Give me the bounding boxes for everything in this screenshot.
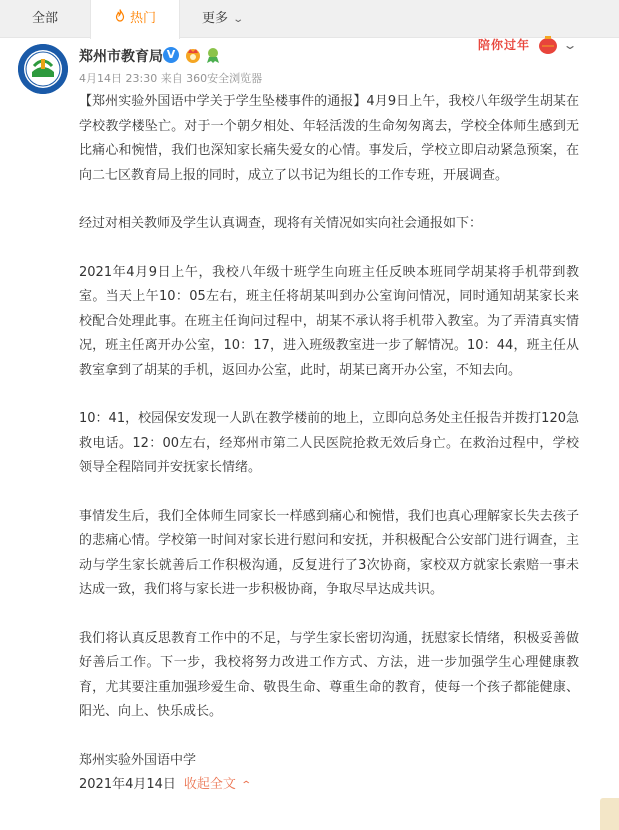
post-paragraph: 2021年4月9日上午，我校八年级十班学生向班主任反映本班同学胡某将手机带到教室。当天上午10：05左右，班主任将胡某叫到办公室询问情况，同时通知胡某家长来校配合处理此事。在班主任询问过程中，胡某不承认将手机带入教室。为了弄清真实情况，班主任离开办公室，10：17，进入班级教室进一步了解情况。10：44，班主任从教室拿到了胡某的手机，返回办公室，此时，胡某已离开办公室，不知去向。: [79, 264, 579, 378]
collapse-button[interactable]: [184, 777, 250, 792]
author-name[interactable]: 郑州市教育局: [79, 49, 163, 65]
signature-date: 2021年4月14日: [79, 777, 176, 792]
signature: 郑州实验外国语中学: [79, 752, 197, 768]
corner-widget[interactable]: [600, 798, 619, 830]
avatar[interactable]: [18, 44, 68, 94]
collapse-label: 收起全文: [183, 777, 236, 792]
ribbon-medal-icon: [205, 46, 221, 64]
tab-more-label: 更多: [202, 11, 229, 26]
lantern-icon: [534, 34, 562, 56]
tab-hot[interactable]: [90, 0, 180, 39]
tab-all-label: 全部: [32, 11, 59, 26]
post-paragraph: 经过对相关教师及学生认真调查，现将有关情况如实向社会通报如下：: [79, 216, 483, 231]
fire-icon: [114, 0, 126, 38]
banner-text: 陪你过年: [478, 38, 531, 52]
tab-hot-label: 热门: [129, 11, 156, 26]
post-menu-chevron-icon[interactable]: ⌄: [562, 38, 578, 52]
post-paragraph: 10：41，校园保安发现一人趴在教学楼前的地上，立即向总务处主任报告并拨打120急救电话。12：00左右，经郑州市第二人民医院抢救无效后身亡。在救治过程中，学校领导全程陪同并安抚家长情绪。: [79, 411, 579, 475]
crown-medal-icon: [184, 46, 202, 64]
signature-date-row: [79, 773, 579, 799]
verified-badge-icon: V: [163, 47, 179, 63]
chevron-up-icon: ⌃: [240, 780, 252, 791]
top-tab-bar: [0, 0, 619, 38]
post-paragraph: 【郑州实验外国语中学关于学生坠楼事件的通报】4月9日上午，我校八年级学生胡某在学校教学楼坠亡。对于一个朝夕相处、年轻活泼的生命匆匆离去，学校全体师生感到无比痛心和惋惜，我们也深知家长痛失爱女的心情。事发后，学校立即启动紧急预案，在向二七区教育局上报的同时，成立了以书记为组长的工作专班，开展调查。: [79, 94, 579, 183]
festival-banner: [478, 34, 562, 56]
tab-more[interactable]: [202, 0, 245, 38]
chevron-down-icon: ⌄: [232, 14, 245, 25]
post-content: [79, 90, 579, 799]
post-meta: 4月14日 23:30 来自 360安全浏览器: [79, 72, 263, 85]
post-paragraph: 事情发生后，我们全体师生同家长一样感到痛心和惋惜，我们也真心理解家长失去孩子的悲痛心情。学校第一时间对家长进行慰问和安抚，并积极配合公安部门进行调查，主动与学生家长就善后工作积极沟通，反复进行了3次协商，家校双方就家长索赔一事未达成一致，我们将与家长进一步积极协商，争取尽早达成共识。: [79, 508, 579, 597]
tab-all[interactable]: [32, 0, 58, 38]
post-paragraph: 我们将认真反思教育工作中的不足，与学生家长密切沟通，抚慰家长情绪，积极妥善做好善后工作。下一步，我校将努力改进工作方式、方法，进一步加强学生心理健康教育，尤其要注重加强珍爱生命、敬畏生命、尊重生命的教育，使每一个孩子都能健康、阳光、向上、快乐成长。: [79, 630, 579, 719]
